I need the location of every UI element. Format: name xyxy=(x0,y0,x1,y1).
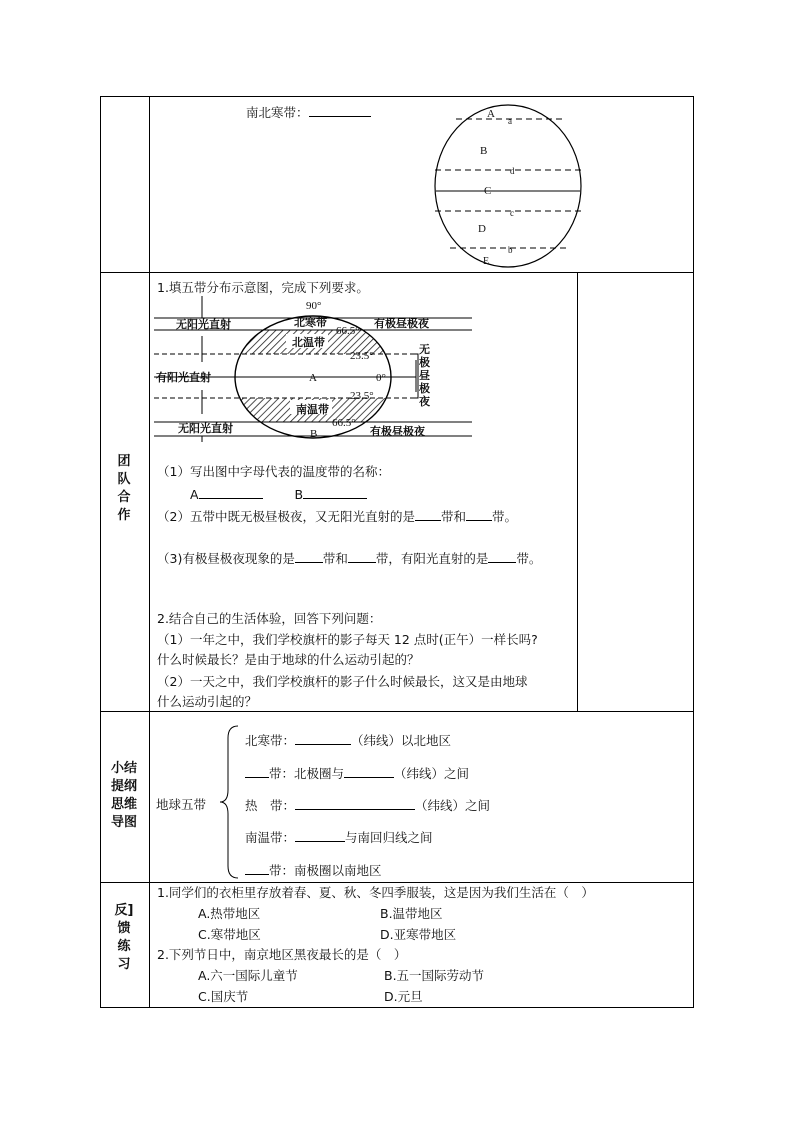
no-sun-bottom-label: 无阳光直射 xyxy=(178,422,233,435)
q1-title: 1.填五带分布示意图，完成下列要求。 xyxy=(157,280,369,295)
row-divider-2 xyxy=(100,711,694,712)
feedback-q2-option-A[interactable]: A.六一国际儿童节 xyxy=(198,968,298,983)
mindmap-root: 地球五带 xyxy=(156,797,207,812)
q1-3-text: 带和 xyxy=(322,551,348,566)
branch-text: （纬线）之间 xyxy=(415,798,491,813)
q1-3-blank-2[interactable] xyxy=(348,550,376,563)
q2-2-line1: （2）一天之中，我们学校旗杆的影子什么时候最长，这又是由地球 xyxy=(157,674,528,689)
branch-text: 北寒带： xyxy=(245,733,296,748)
table-border-bottom xyxy=(100,1007,694,1008)
lat235n-label: 23.5° xyxy=(350,350,374,362)
side-char: 队 xyxy=(117,472,131,487)
five-zones-diagram xyxy=(154,296,476,442)
side-word: 提纲 xyxy=(110,779,137,794)
polar-zone-label: 南北寒带： xyxy=(246,105,309,120)
branch-5-blank[interactable] xyxy=(245,862,269,875)
branch-2-blank-2[interactable] xyxy=(344,765,394,778)
letter-A: A xyxy=(309,372,317,384)
branch-text: 热 带： xyxy=(245,798,296,813)
no-sun-top-label: 无阳光直射 xyxy=(176,318,231,331)
q1-3 xyxy=(157,550,541,567)
lat0-label: 0° xyxy=(376,372,386,384)
feedback-q1: 1.同学们的衣柜里存放着春、夏、秋、冬四季服装，这是因为我们生活在（ ） xyxy=(157,885,594,900)
north-temp-label: 北温带 xyxy=(292,336,325,349)
branch-1-blank[interactable] xyxy=(295,732,351,745)
side-word: 小结 xyxy=(110,761,137,776)
label-column-divider xyxy=(149,96,150,1008)
no-polar-char: 夜 xyxy=(419,395,430,408)
side-char: 馈 xyxy=(117,921,131,936)
branch-text: 带：南极圈以南地区 xyxy=(269,863,382,878)
branch-2-blank-1[interactable] xyxy=(245,765,269,778)
polar-top-label: 有极昼极夜 xyxy=(374,317,429,330)
feedback-q2-option-D[interactable]: D.元旦 xyxy=(384,989,423,1004)
globe-label-E: E xyxy=(483,256,490,267)
deg90-label: 90° xyxy=(306,300,322,312)
q1-2 xyxy=(157,508,517,525)
q2-1-line1: （1）一年之中，我们学校旗杆的影子每天 12 点时(正午）一样长吗? xyxy=(157,632,538,647)
north-cold-label: 北寒带 xyxy=(294,316,327,329)
table-border-right xyxy=(693,96,694,1008)
feedback-q2-option-B[interactable]: B.五一国际劳动节 xyxy=(384,968,485,983)
feedback-q1-option-A[interactable]: A.热带地区 xyxy=(198,906,261,921)
globe-label-d: d xyxy=(510,166,515,176)
branch-text: （纬线）以北地区 xyxy=(351,733,452,748)
branch-text: 与南回归线之间 xyxy=(345,830,433,845)
mindmap-branch-1 xyxy=(245,732,451,749)
q1-3-blank-1[interactable] xyxy=(295,550,323,563)
q1-3-text: 带，有阳光直射的是 xyxy=(375,551,489,566)
south-temp-label: 南温带 xyxy=(296,403,329,416)
globe-label-c: c xyxy=(510,208,514,218)
q1-1-prompt: （1）写出图中字母代表的温度带的名称： xyxy=(157,464,390,479)
teamwork-side-label xyxy=(112,453,136,525)
feedback-q2: 2.下列节日中，南京地区黑夜最长的是（ ） xyxy=(157,947,407,962)
side-char: 团 xyxy=(117,454,131,469)
mindmap-branch-5 xyxy=(245,862,382,879)
side-word: 思维 xyxy=(110,797,137,812)
side-char: 习 xyxy=(117,957,131,972)
polar-zone-question xyxy=(246,104,371,121)
q1-1-answers xyxy=(190,486,367,503)
globe-label-B: B xyxy=(480,145,488,157)
globe-label-A: A xyxy=(487,108,495,120)
globe-label-D: D xyxy=(478,223,486,235)
table-border-left xyxy=(100,96,101,1008)
row-divider-3 xyxy=(100,882,694,883)
answer-A-label: A xyxy=(190,487,199,502)
q1-2-text: 带和 xyxy=(440,509,466,524)
polar-bottom-label: 有极昼极夜 xyxy=(370,425,425,438)
no-polar-char: 昼 xyxy=(419,369,430,382)
row-divider-1 xyxy=(100,272,694,273)
mindmap-branch-2 xyxy=(245,765,469,782)
answer-B-blank[interactable] xyxy=(303,486,367,499)
answer-B-label: B xyxy=(294,487,304,502)
branch-4-blank[interactable] xyxy=(295,829,345,842)
feedback-q2-option-C[interactable]: C.国庆节 xyxy=(198,989,249,1004)
feedback-q1-option-D[interactable]: D.亚寒带地区 xyxy=(380,927,457,942)
side-word: 导图 xyxy=(110,815,137,830)
letter-B: B xyxy=(310,428,318,440)
lat665s-label: 66.5° xyxy=(332,417,356,429)
globe-label-b: b xyxy=(508,245,513,255)
side-char: 反] xyxy=(114,903,134,918)
no-polar-label xyxy=(418,342,431,408)
globe-label-a: a xyxy=(508,116,512,126)
feedback-q1-option-B[interactable]: B.温带地区 xyxy=(380,906,443,921)
q1-2-blank-1[interactable] xyxy=(415,508,441,521)
q2-title: 2.结合自己的生活体验，回答下列问题： xyxy=(157,611,382,626)
globe-label-C: C xyxy=(484,185,492,197)
no-polar-char: 极 xyxy=(419,382,430,395)
answer-A-blank[interactable] xyxy=(199,486,263,499)
teamwork-inner-divider xyxy=(577,272,578,711)
side-char: 合 xyxy=(117,490,131,505)
side-char: 作 xyxy=(117,508,131,523)
feedback-side-label xyxy=(110,902,138,974)
globe-zones-figure xyxy=(428,100,588,272)
branch-3-blank[interactable] xyxy=(295,797,415,810)
q1-2-text: 带。 xyxy=(491,509,517,524)
branch-text: （纬线）之间 xyxy=(394,766,470,781)
summary-side-label xyxy=(104,760,144,832)
branch-text: 南温带： xyxy=(245,830,296,845)
mindmap-branch-3 xyxy=(245,797,490,814)
feedback-q1-option-C[interactable]: C.寒带地区 xyxy=(198,927,261,942)
polar-zone-blank[interactable] xyxy=(309,104,371,117)
lat665n-label: 66.5° xyxy=(336,325,360,337)
no-polar-char: 无 xyxy=(419,343,430,356)
sun-label: 有阳光直射 xyxy=(156,371,211,384)
side-char: 练 xyxy=(117,939,131,954)
q1-2-blank-2[interactable] xyxy=(466,508,492,521)
q1-3-text: （3)有极昼极夜现象的是 xyxy=(157,551,295,566)
q1-2-text: （2）五带中既无极昼极夜，又无阳光直射的是 xyxy=(157,509,415,524)
mindmap-brace xyxy=(218,724,240,880)
q1-3-text: 带。 xyxy=(516,551,542,566)
q1-3-blank-3[interactable] xyxy=(488,550,516,563)
q2-2-line2: 什么运动引起的？ xyxy=(157,694,258,709)
table-border-top xyxy=(100,96,694,97)
branch-text: 带：北极圈与 xyxy=(269,766,345,781)
mindmap-branch-4 xyxy=(245,829,433,846)
no-polar-char: 极 xyxy=(419,356,430,369)
lat235s-label: 23.5° xyxy=(350,390,374,402)
q2-1-line2: 什么时候最长？是由于地球的什么运动引起的？ xyxy=(157,652,420,667)
